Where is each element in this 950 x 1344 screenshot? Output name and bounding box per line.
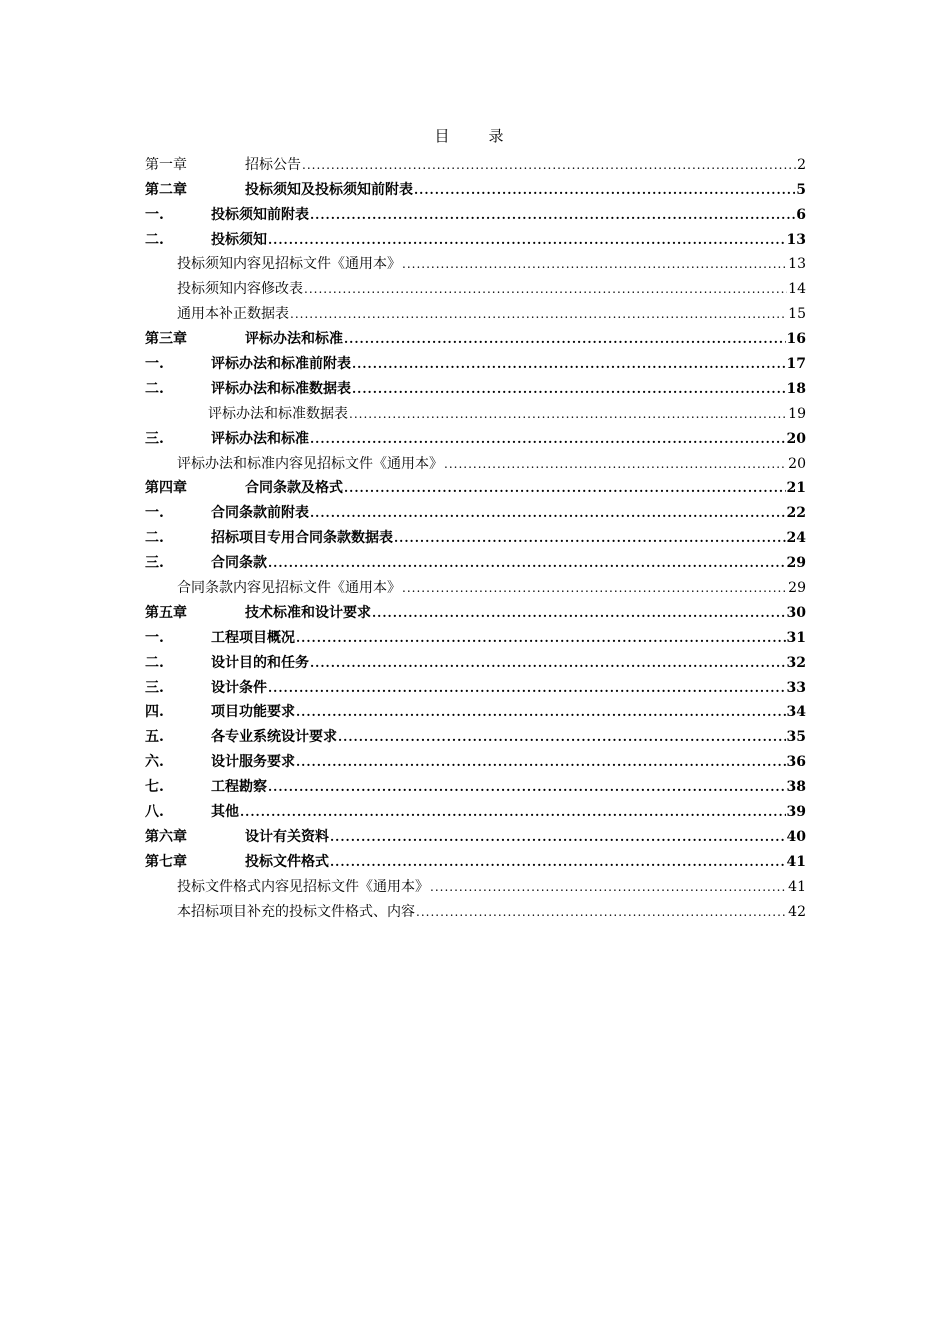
toc-entry[interactable] xyxy=(145,672,806,697)
toc-entry-label: 评标办法和标准内容见招标文件《通用本》 xyxy=(177,455,443,472)
toc-entry[interactable] xyxy=(145,348,806,373)
toc-entry-label: 投标须知及投标须知前附表 xyxy=(245,181,413,198)
toc-entry-label: 其他 xyxy=(211,804,239,821)
toc-entry-page-number: 33 xyxy=(786,679,806,696)
toc-entry-label: 评标办法和标准 xyxy=(245,331,343,348)
toc-entry-page-number: 39 xyxy=(786,804,806,821)
toc-entry-label: 评标办法和标准 xyxy=(211,430,309,447)
toc-entry-page-number: 6 xyxy=(796,206,806,223)
toc-entry-label: 项目功能要求 xyxy=(211,704,295,721)
toc-entry-label: 设计有关资料 xyxy=(245,828,329,845)
toc-entry-page-number: 17 xyxy=(786,356,806,373)
toc-entry-page-number: 32 xyxy=(786,654,806,671)
toc-dot-leader xyxy=(430,878,787,896)
toc-entry-label: 通用本补正数据表 xyxy=(177,306,289,323)
toc-entry[interactable] xyxy=(145,647,806,672)
toc-entry-label: 评标办法和标准数据表 xyxy=(208,405,348,422)
toc-dot-leader xyxy=(344,330,786,348)
toc-entry[interactable] xyxy=(145,373,806,398)
toc-entry-number: 第七章 xyxy=(145,853,187,870)
toc-entry-number: 第一章 xyxy=(145,156,187,173)
toc-entry-number: 一. xyxy=(145,206,164,223)
toc-dot-leader xyxy=(304,280,787,298)
toc-dot-leader xyxy=(310,430,786,448)
toc-entry-number: 三. xyxy=(145,679,164,696)
toc-entry-number: 三. xyxy=(145,430,164,447)
toc-entry[interactable] xyxy=(145,547,806,572)
toc-entry[interactable] xyxy=(145,796,806,821)
toc-entry-label: 工程勘察 xyxy=(211,779,267,796)
toc-dot-leader xyxy=(372,604,786,622)
toc-entry-label: 投标文件格式内容见招标文件《通用本》 xyxy=(177,878,429,895)
toc-entry-label: 工程项目概况 xyxy=(211,629,295,646)
toc-entry-page-number: 30 xyxy=(786,604,806,621)
toc-entry[interactable] xyxy=(145,199,806,224)
toc-entry-label: 招标项目专用合同条款数据表 xyxy=(211,530,393,547)
toc-entry-label: 合同条款及格式 xyxy=(245,480,343,497)
toc-entry-number: 七. xyxy=(145,779,164,796)
toc-entry-page-number: 29 xyxy=(786,555,806,572)
toc-dot-leader xyxy=(310,504,786,522)
toc-entry-number: 一. xyxy=(145,629,164,646)
toc-entry[interactable] xyxy=(145,697,806,722)
toc-entry-label: 技术标准和设计要求 xyxy=(245,604,371,621)
toc-dot-leader xyxy=(240,803,786,821)
toc-entry[interactable] xyxy=(145,149,806,174)
toc-dot-leader xyxy=(268,231,786,249)
toc-dot-leader xyxy=(296,629,786,647)
toc-entry[interactable] xyxy=(145,323,806,348)
toc-entry-page-number: 24 xyxy=(786,530,806,547)
toc-dot-leader xyxy=(268,554,786,572)
toc-entry-number: 第四章 xyxy=(145,480,187,497)
toc-entry[interactable] xyxy=(145,298,806,323)
toc-entry-label: 投标须知内容见招标文件《通用本》 xyxy=(177,256,401,273)
toc-dot-leader xyxy=(349,405,787,423)
toc-entry-page-number: 29 xyxy=(788,580,806,597)
toc-entry[interactable] xyxy=(145,473,806,498)
toc-entry-number: 一. xyxy=(145,356,164,373)
toc-entry-number: 四. xyxy=(145,704,164,721)
toc-dot-leader xyxy=(394,529,786,547)
toc-entry-number: 六. xyxy=(145,754,164,771)
toc-entry-label: 设计服务要求 xyxy=(211,754,295,771)
toc-entry-label: 合同条款前附表 xyxy=(211,505,309,522)
toc-entry-page-number: 16 xyxy=(786,331,806,348)
toc-entry-label: 招标公告 xyxy=(245,156,301,173)
toc-entry-page-number: 20 xyxy=(786,430,806,447)
toc-entry[interactable] xyxy=(145,448,806,473)
toc-dot-leader xyxy=(310,654,786,672)
toc-entry-number: 二. xyxy=(145,530,164,547)
toc-entry-number: 第六章 xyxy=(145,828,187,845)
toc-entry-page-number: 31 xyxy=(786,629,806,646)
toc-dot-leader xyxy=(330,853,786,871)
toc-entry-number: 第三章 xyxy=(145,331,187,348)
toc-entry-page-number: 15 xyxy=(788,306,806,323)
toc-entry-label: 合同条款内容见招标文件《通用本》 xyxy=(177,580,401,597)
toc-entry-label: 投标须知 xyxy=(211,231,267,248)
toc-entry[interactable] xyxy=(145,398,806,423)
toc-title: 目 录 xyxy=(434,127,516,145)
table-of-contents xyxy=(145,149,806,921)
toc-entry-page-number: 41 xyxy=(786,853,806,870)
toc-entry[interactable] xyxy=(145,597,806,622)
toc-dot-leader xyxy=(352,380,786,398)
toc-dot-leader xyxy=(402,255,787,273)
toc-entry-label: 各专业系统设计要求 xyxy=(211,729,337,746)
toc-dot-leader xyxy=(268,679,786,697)
toc-entry-page-number: 42 xyxy=(788,903,806,920)
toc-entry-page-number: 21 xyxy=(786,480,806,497)
toc-entry[interactable] xyxy=(145,896,806,921)
toc-entry-page-number: 40 xyxy=(786,828,806,845)
toc-entry-page-number: 34 xyxy=(786,704,806,721)
toc-entry-page-number: 2 xyxy=(797,156,806,173)
toc-entry-label: 投标须知内容修改表 xyxy=(177,281,303,298)
toc-dot-leader xyxy=(330,828,786,846)
toc-entry[interactable] xyxy=(145,871,806,896)
toc-dot-leader xyxy=(416,903,787,921)
toc-entry[interactable] xyxy=(145,846,806,871)
toc-dot-leader xyxy=(310,206,795,224)
toc-entry-label: 设计条件 xyxy=(211,679,267,696)
toc-entry-page-number: 13 xyxy=(788,256,806,273)
toc-entry-label: 投标文件格式 xyxy=(245,853,329,870)
toc-entry[interactable] xyxy=(145,721,806,746)
toc-dot-leader xyxy=(444,455,787,473)
toc-dot-leader xyxy=(268,778,786,796)
toc-entry[interactable] xyxy=(145,174,806,199)
toc-dot-leader xyxy=(338,728,786,746)
toc-entry[interactable] xyxy=(145,522,806,547)
toc-entry-label: 本招标项目补充的投标文件格式、内容 xyxy=(177,903,415,920)
toc-entry[interactable] xyxy=(145,622,806,647)
toc-entry[interactable] xyxy=(145,273,806,298)
toc-dot-leader xyxy=(414,181,795,199)
toc-entry-page-number: 20 xyxy=(788,455,806,472)
toc-dot-leader xyxy=(296,703,786,721)
toc-entry[interactable] xyxy=(145,771,806,796)
toc-dot-leader xyxy=(296,753,786,771)
toc-entry-page-number: 35 xyxy=(786,729,806,746)
toc-entry-number: 三. xyxy=(145,555,164,572)
toc-entry-page-number: 13 xyxy=(786,231,806,248)
toc-entry-page-number: 38 xyxy=(786,779,806,796)
toc-entry[interactable] xyxy=(145,746,806,771)
toc-entry[interactable] xyxy=(145,423,806,448)
toc-entry-label: 设计目的和任务 xyxy=(211,654,309,671)
toc-entry-number: 二. xyxy=(145,231,164,248)
toc-entry-number: 二. xyxy=(145,380,164,397)
toc-dot-leader xyxy=(344,479,786,497)
toc-entry-number: 第二章 xyxy=(145,181,187,198)
toc-entry[interactable] xyxy=(145,497,806,522)
toc-entry-label: 投标须知前附表 xyxy=(211,206,309,223)
toc-dot-leader xyxy=(402,579,787,597)
toc-entry-label: 评标办法和标准数据表 xyxy=(211,380,351,397)
toc-entry-number: 一. xyxy=(145,505,164,522)
toc-entry-page-number: 19 xyxy=(788,405,806,422)
toc-entry-page-number: 36 xyxy=(786,754,806,771)
toc-entry-label: 合同条款 xyxy=(211,555,267,572)
toc-entry-page-number: 18 xyxy=(786,380,806,397)
toc-dot-leader xyxy=(290,305,787,323)
toc-dot-leader xyxy=(352,355,786,373)
toc-entry-number: 五. xyxy=(145,729,164,746)
toc-entry[interactable] xyxy=(145,572,806,597)
toc-entry-page-number: 41 xyxy=(788,878,806,895)
toc-entry-page-number: 5 xyxy=(796,181,806,198)
toc-entry[interactable] xyxy=(145,249,806,274)
toc-entry-number: 二. xyxy=(145,654,164,671)
toc-entry-number: 第五章 xyxy=(145,604,187,621)
toc-dot-leader xyxy=(302,156,796,174)
toc-entry-page-number: 22 xyxy=(786,505,806,522)
toc-entry[interactable] xyxy=(145,224,806,249)
toc-entry-number: 八. xyxy=(145,804,164,821)
toc-entry-label: 评标办法和标准前附表 xyxy=(211,356,351,373)
toc-entry-page-number: 14 xyxy=(788,281,806,298)
toc-entry[interactable] xyxy=(145,821,806,846)
